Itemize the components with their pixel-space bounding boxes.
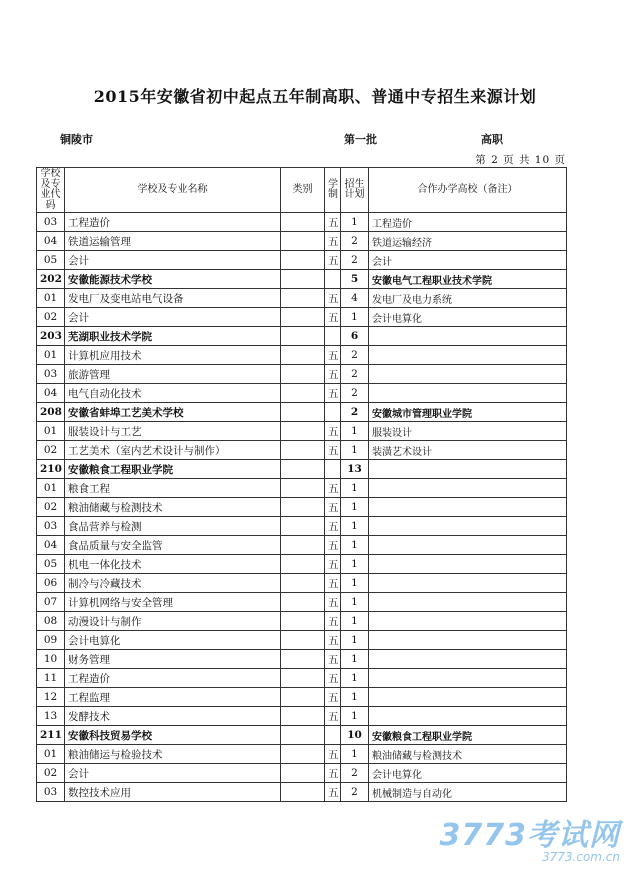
cell-note [369,498,567,517]
cell-note: 会计电算化 [369,308,567,327]
cell-name: 工程造价 [65,669,281,688]
table-row [37,308,567,327]
cell-duration: 五 [325,593,341,612]
table-row [37,555,567,574]
cell-name: 服装设计与工艺 [65,422,281,441]
cell-type [281,517,325,536]
page-info: 第 2 页 共 10 页 [475,154,566,166]
cell-code: 211 [37,726,65,745]
cell-name: 发电厂及变电站电气设备 [65,289,281,308]
cell-count: 1 [341,650,369,669]
cell-name: 会计 [65,764,281,783]
cell-code: 11 [37,669,65,688]
cell-note [369,707,567,726]
cell-duration: 五 [325,745,341,764]
cell-count: 1 [341,555,369,574]
cell-note [369,612,567,631]
cell-type [281,422,325,441]
cell-count: 1 [341,612,369,631]
cell-type [281,365,325,384]
table-row [37,764,567,783]
header-type: 类别 [281,168,325,213]
enrollment-plan-table [36,167,567,802]
watermark-main: 3773考试网 [439,818,620,853]
cell-type [281,707,325,726]
cell-duration: 五 [325,555,341,574]
cell-name: 粮油储藏与检测技术 [65,498,281,517]
cell-code: 10 [37,650,65,669]
cell-code: 12 [37,688,65,707]
cell-name: 安徽能源技术学校 [65,270,281,289]
cell-type [281,232,325,251]
cell-code: 02 [37,308,65,327]
cell-code: 02 [37,441,65,460]
cell-code: 13 [37,707,65,726]
cell-name: 铁道运输管理 [65,232,281,251]
cell-name: 财务管理 [65,650,281,669]
cell-name: 安徽省蚌埠工艺美术学校 [65,403,281,422]
cell-code: 04 [37,232,65,251]
document-title: 2015年安徽省初中起点五年制高职、普通中专招生来源计划 [93,87,537,106]
cell-type [281,631,325,650]
cell-note [369,631,567,650]
table-row [37,365,567,384]
cell-duration: 五 [325,612,341,631]
cell-name: 发酵技术 [65,707,281,726]
cell-count: 2 [341,403,369,422]
cell-duration: 五 [325,536,341,555]
cell-count: 1 [341,536,369,555]
cell-type [281,688,325,707]
cell-note [369,536,567,555]
table-row [37,498,567,517]
cell-count: 4 [341,289,369,308]
cell-count: 2 [341,251,369,270]
cell-code: 06 [37,574,65,593]
cell-duration: 五 [325,365,341,384]
city-label: 铜陵市 [60,133,93,146]
cell-count: 2 [341,783,369,802]
cell-type [281,726,325,745]
cell-code: 01 [37,745,65,764]
cell-duration: 五 [325,707,341,726]
table-row [37,650,567,669]
cell-note [369,669,567,688]
table-row [37,783,567,802]
table-row [37,517,567,536]
cell-code: 01 [37,479,65,498]
cell-note [369,650,567,669]
cell-duration: 五 [325,631,341,650]
school-row [37,403,567,422]
cell-duration: 五 [325,384,341,403]
cell-name: 工程造价 [65,213,281,232]
cell-name: 安徽科技贸易学校 [65,726,281,745]
cell-name: 粮食工程 [65,479,281,498]
cell-code: 05 [37,555,65,574]
cell-duration: 五 [325,688,341,707]
table-header-row [37,168,567,213]
cell-type [281,327,325,346]
cell-type [281,745,325,764]
cell-count: 1 [341,707,369,726]
cell-type [281,403,325,422]
cell-note: 粮油储藏与检测技术 [369,745,567,764]
cell-count: 1 [341,745,369,764]
cell-code: 202 [37,270,65,289]
cell-count: 2 [341,346,369,365]
cell-count: 1 [341,574,369,593]
table-row [37,593,567,612]
cell-code: 203 [37,327,65,346]
cell-count: 1 [341,441,369,460]
cell-name: 制冷与冷藏技术 [65,574,281,593]
level-label: 高职 [481,133,503,146]
table-row [37,669,567,688]
cell-note [369,574,567,593]
table-row [37,441,567,460]
cell-note [369,327,567,346]
cell-code: 03 [37,517,65,536]
cell-note [369,555,567,574]
cell-code: 03 [37,213,65,232]
cell-count: 1 [341,517,369,536]
cell-type [281,384,325,403]
cell-type [281,593,325,612]
table-body [37,213,567,802]
table-row [37,574,567,593]
cell-name: 食品质量与安全监管 [65,536,281,555]
cell-note [369,479,567,498]
cell-count: 5 [341,270,369,289]
cell-count: 6 [341,327,369,346]
cell-count: 2 [341,365,369,384]
school-row [37,270,567,289]
cell-type [281,346,325,365]
cell-note: 会计电算化 [369,764,567,783]
table-row [37,346,567,365]
cell-count: 1 [341,422,369,441]
cell-count: 1 [341,213,369,232]
cell-type [281,270,325,289]
cell-duration: 五 [325,669,341,688]
cell-code: 08 [37,612,65,631]
cell-duration: 五 [325,783,341,802]
cell-duration: 五 [325,764,341,783]
cell-name: 电气自动化技术 [65,384,281,403]
cell-duration: 五 [325,441,341,460]
cell-count: 2 [341,764,369,783]
table-row [37,612,567,631]
cell-duration: 五 [325,479,341,498]
cell-duration [325,327,341,346]
cell-name: 旅游管理 [65,365,281,384]
watermark-sub: 3773.com.cn [542,850,620,864]
cell-duration: 五 [325,213,341,232]
cell-count: 10 [341,726,369,745]
cell-code: 02 [37,764,65,783]
cell-name: 计算机应用技术 [65,346,281,365]
cell-type [281,536,325,555]
cell-type [281,308,325,327]
cell-type [281,650,325,669]
cell-code: 04 [37,384,65,403]
school-row [37,726,567,745]
cell-count: 2 [341,384,369,403]
cell-duration: 五 [325,346,341,365]
header-note: 合作办学高校（备注） [369,168,567,213]
table-row [37,213,567,232]
cell-name: 工艺美术（室内艺术设计与制作） [65,441,281,460]
cell-type [281,213,325,232]
table-row [37,422,567,441]
cell-note: 机械制造与自动化 [369,783,567,802]
cell-name: 安徽粮食工程职业学院 [65,460,281,479]
cell-code: 07 [37,593,65,612]
cell-count: 1 [341,308,369,327]
cell-count: 1 [341,479,369,498]
cell-note: 铁道运输经济 [369,232,567,251]
cell-type [281,574,325,593]
cell-type [281,498,325,517]
cell-type [281,783,325,802]
cell-note: 安徽粮食工程职业学院 [369,726,567,745]
cell-duration [325,403,341,422]
cell-note [369,593,567,612]
table-row [37,232,567,251]
cell-name: 食品营养与检测 [65,517,281,536]
cell-duration: 五 [325,650,341,669]
cell-note [369,384,567,403]
cell-type [281,555,325,574]
cell-name: 会计电算化 [65,631,281,650]
cell-code: 02 [37,498,65,517]
cell-note: 安徽城市管理职业学院 [369,403,567,422]
cell-name: 动漫设计与制作 [65,612,281,631]
table-row [37,384,567,403]
table-row [37,479,567,498]
cell-code: 03 [37,783,65,802]
cell-type [281,460,325,479]
cell-type [281,479,325,498]
cell-note: 服装设计 [369,422,567,441]
cell-duration: 五 [325,251,341,270]
cell-type [281,764,325,783]
cell-note [369,460,567,479]
cell-name: 芜湖职业技术学院 [65,327,281,346]
cell-code: 05 [37,251,65,270]
cell-count: 1 [341,631,369,650]
header-code: 学校及专业代码 [37,168,65,213]
table-row [37,688,567,707]
cell-name: 会计 [65,308,281,327]
cell-duration: 五 [325,517,341,536]
cell-name: 计算机网络与安全管理 [65,593,281,612]
cell-count: 1 [341,669,369,688]
cell-count: 1 [341,593,369,612]
header-count: 招生计划 [341,168,369,213]
cell-name: 工程监理 [65,688,281,707]
cell-note: 装潢艺术设计 [369,441,567,460]
cell-name: 数控技术应用 [65,783,281,802]
cell-count: 13 [341,460,369,479]
cell-duration [325,460,341,479]
cell-name: 机电一体化技术 [65,555,281,574]
cell-note: 工程造价 [369,213,567,232]
school-row [37,460,567,479]
cell-code: 210 [37,460,65,479]
table-row [37,745,567,764]
cell-duration: 五 [325,308,341,327]
cell-code: 09 [37,631,65,650]
cell-duration: 五 [325,422,341,441]
cell-type [281,669,325,688]
header-name: 学校及专业名称 [65,168,281,213]
cell-type [281,289,325,308]
cell-duration: 五 [325,232,341,251]
table-row [37,251,567,270]
cell-type [281,251,325,270]
cell-type [281,441,325,460]
cell-count: 2 [341,232,369,251]
batch-label: 第一批 [344,133,377,146]
cell-name: 粮油储运与检验技术 [65,745,281,764]
cell-code: 01 [37,346,65,365]
table-row [37,707,567,726]
cell-note [369,688,567,707]
cell-note: 会计 [369,251,567,270]
cell-duration: 五 [325,289,341,308]
school-row [37,327,567,346]
cell-duration [325,726,341,745]
cell-code: 03 [37,365,65,384]
cell-note [369,365,567,384]
cell-name: 会计 [65,251,281,270]
cell-duration [325,270,341,289]
cell-note [369,346,567,365]
cell-note: 安徽电气工程职业技术学院 [369,270,567,289]
cell-code: 04 [37,536,65,555]
table-row [37,536,567,555]
table-row [37,631,567,650]
cell-count: 1 [341,498,369,517]
watermark-logo [440,810,621,864]
cell-count: 1 [341,688,369,707]
cell-duration: 五 [325,498,341,517]
cell-duration: 五 [325,574,341,593]
cell-code: 01 [37,422,65,441]
cell-note [369,517,567,536]
cell-type [281,612,325,631]
cell-code: 01 [37,289,65,308]
header-duration: 学制 [325,168,341,213]
table-row [37,289,567,308]
cell-note: 发电厂及电力系统 [369,289,567,308]
cell-code: 208 [37,403,65,422]
